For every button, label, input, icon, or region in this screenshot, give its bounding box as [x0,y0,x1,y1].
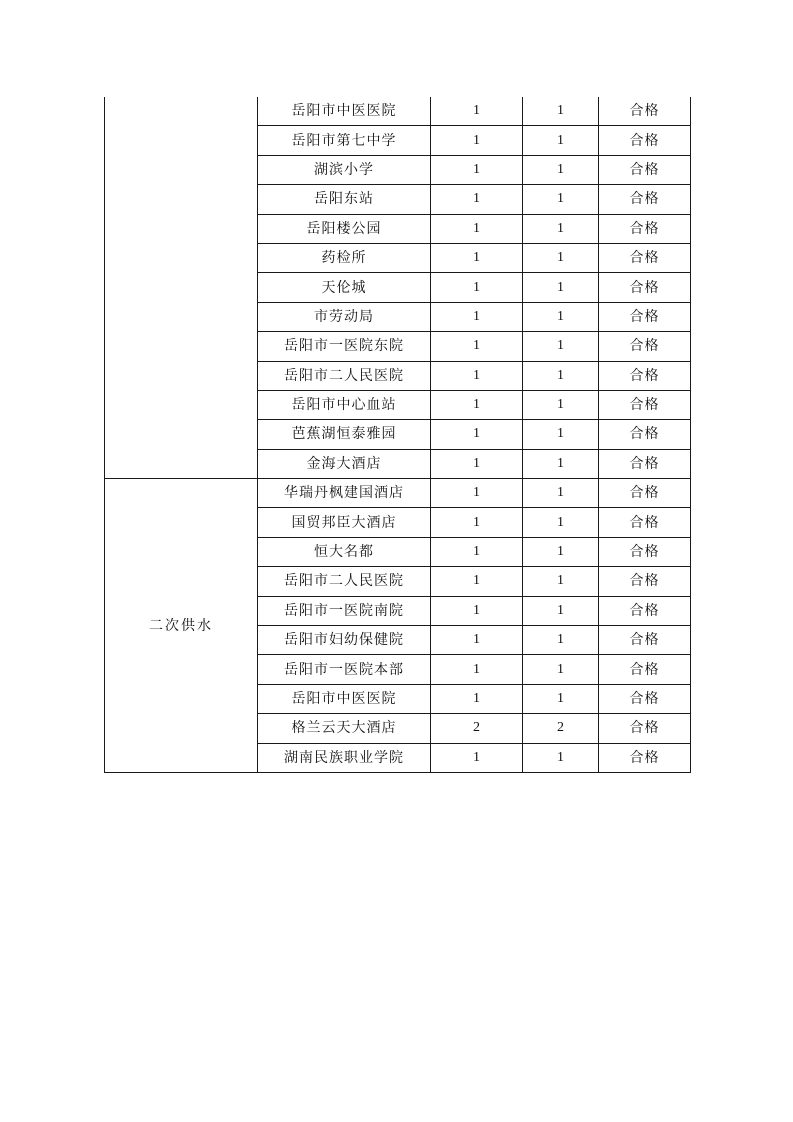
sample-count-cell: 1 [431,449,523,478]
passed-count-cell: 1 [523,243,599,272]
site-name-cell: 格兰云天大酒店 [258,714,431,743]
table-row [105,97,691,126]
passed-count-cell: 1 [523,537,599,566]
result-cell: 合格 [599,714,691,743]
result-cell: 合格 [599,390,691,419]
sample-count-cell: 1 [431,273,523,302]
site-name-cell: 市劳动局 [258,302,431,331]
site-name-cell: 湖滨小学 [258,155,431,184]
result-cell: 合格 [599,596,691,625]
result-cell: 合格 [599,361,691,390]
sample-count-cell: 1 [431,361,523,390]
sample-count-cell: 1 [431,126,523,155]
passed-count-cell: 1 [523,126,599,155]
passed-count-cell: 1 [523,596,599,625]
site-name-cell: 药检所 [258,243,431,272]
site-name-cell: 湖南民族职业学院 [258,743,431,772]
site-name-cell: 岳阳市妇幼保健院 [258,626,431,655]
result-cell: 合格 [599,508,691,537]
sample-count-cell: 1 [431,97,523,126]
sample-count-cell: 1 [431,743,523,772]
site-name-cell: 岳阳市二人民医院 [258,567,431,596]
passed-count-cell: 1 [523,273,599,302]
passed-count-cell: 1 [523,626,599,655]
sample-count-cell: 2 [431,714,523,743]
result-cell: 合格 [599,302,691,331]
site-name-cell: 岳阳市二人民医院 [258,361,431,390]
water-quality-table [104,97,691,773]
passed-count-cell: 1 [523,420,599,449]
result-cell: 合格 [599,479,691,508]
sample-count-cell: 1 [431,243,523,272]
sample-count-cell: 1 [431,214,523,243]
category-cell [105,97,258,479]
result-cell: 合格 [599,185,691,214]
result-cell: 合格 [599,420,691,449]
site-name-cell: 华瑞丹枫建国酒店 [258,479,431,508]
result-cell: 合格 [599,97,691,126]
passed-count-cell: 1 [523,214,599,243]
site-name-cell: 天伦城 [258,273,431,302]
sample-count-cell: 1 [431,332,523,361]
result-cell: 合格 [599,332,691,361]
passed-count-cell: 1 [523,655,599,684]
site-name-cell: 岳阳市一医院本部 [258,655,431,684]
site-name-cell: 岳阳市中医医院 [258,684,431,713]
passed-count-cell: 1 [523,449,599,478]
result-cell: 合格 [599,684,691,713]
sample-count-cell: 1 [431,155,523,184]
passed-count-cell: 1 [523,332,599,361]
site-name-cell: 岳阳市中心血站 [258,390,431,419]
passed-count-cell: 1 [523,185,599,214]
result-cell: 合格 [599,449,691,478]
passed-count-cell: 1 [523,567,599,596]
table-row [105,479,691,508]
sample-count-cell: 1 [431,185,523,214]
sample-count-cell: 1 [431,302,523,331]
result-cell: 合格 [599,155,691,184]
result-cell: 合格 [599,743,691,772]
site-name-cell: 岳阳市一医院东院 [258,332,431,361]
passed-count-cell: 1 [523,684,599,713]
passed-count-cell: 1 [523,97,599,126]
site-name-cell: 岳阳市第七中学 [258,126,431,155]
category-cell: 二次供水 [105,479,258,773]
sample-count-cell: 1 [431,655,523,684]
result-cell: 合格 [599,567,691,596]
result-cell: 合格 [599,626,691,655]
sample-count-cell: 1 [431,567,523,596]
result-cell: 合格 [599,655,691,684]
site-name-cell: 岳阳市中医医院 [258,97,431,126]
result-cell: 合格 [599,273,691,302]
result-cell: 合格 [599,126,691,155]
result-cell: 合格 [599,537,691,566]
site-name-cell: 国贸邦臣大酒店 [258,508,431,537]
passed-count-cell: 2 [523,714,599,743]
passed-count-cell: 1 [523,508,599,537]
passed-count-cell: 1 [523,743,599,772]
passed-count-cell: 1 [523,155,599,184]
sample-count-cell: 1 [431,479,523,508]
site-name-cell: 金海大酒店 [258,449,431,478]
site-name-cell: 岳阳东站 [258,185,431,214]
sample-count-cell: 1 [431,626,523,655]
sample-count-cell: 1 [431,596,523,625]
passed-count-cell: 1 [523,361,599,390]
site-name-cell: 芭蕉湖恒泰雅园 [258,420,431,449]
result-cell: 合格 [599,214,691,243]
passed-count-cell: 1 [523,390,599,419]
sample-count-cell: 1 [431,684,523,713]
site-name-cell: 岳阳楼公园 [258,214,431,243]
sample-count-cell: 1 [431,390,523,419]
sample-count-cell: 1 [431,508,523,537]
site-name-cell: 恒大名都 [258,537,431,566]
site-name-cell: 岳阳市一医院南院 [258,596,431,625]
passed-count-cell: 1 [523,302,599,331]
table-body [105,97,691,772]
sample-count-cell: 1 [431,420,523,449]
result-cell: 合格 [599,243,691,272]
sample-count-cell: 1 [431,537,523,566]
passed-count-cell: 1 [523,479,599,508]
